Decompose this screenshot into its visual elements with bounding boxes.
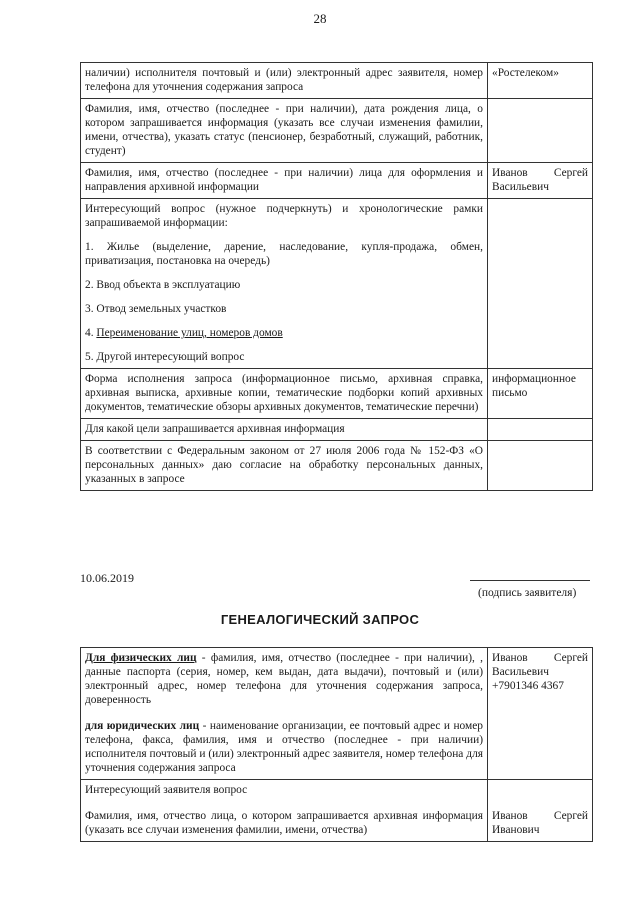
question-cell — [81, 199, 488, 369]
recipient-person-value: Иванов Сергей Васильевич — [488, 163, 593, 199]
subject-person-cell: Фамилия, имя, отчество (последнее - при наличии), дата рождения лица, о котором запрашивается информация (указать все случаи изменения фамилии, имени, отчества), указать статус (пенсионер, безработный, служащий, работник, студент) — [81, 99, 488, 163]
legal-entities-text: - наименование организации, ее почтовый адрес и номер телефона, факса, фамилия, имя и отчество (последнее - при наличии) исполнителя почтовый и (или) электронный адрес заявителя, номер телефона для уточнения содержания запроса — [85, 720, 483, 774]
genealogy-question-value — [488, 780, 593, 842]
table-row — [81, 63, 593, 99]
applicant-phone: +7901346 4367 — [492, 680, 564, 692]
section-title: ГЕНЕАЛОГИЧЕСКИЙ ЗАПРОС — [220, 612, 420, 627]
purpose-cell: Для какой цели запрашивается архивная информация — [81, 419, 488, 441]
question-value — [488, 199, 593, 369]
table-row — [81, 369, 593, 419]
question-intro: Интересующий вопрос (нужное подчеркнуть) и хронологические рамки запрашиваемой информации: — [85, 203, 483, 229]
purpose-value — [488, 419, 593, 441]
table-row — [81, 648, 593, 780]
physical-persons-label: Для физических лиц — [85, 652, 197, 664]
table-row — [81, 419, 593, 441]
genealogy-request-table — [80, 647, 593, 842]
applicant-info-cell — [81, 648, 488, 780]
recipient-person-cell: Фамилия, имя, отчество (последнее - при наличии) лица для оформления и направления архивной информации — [81, 163, 488, 199]
genealogy-question-title: Интересующий заявителя вопрос — [85, 784, 248, 796]
signature-line — [470, 580, 590, 581]
signature-caption: (подпись заявителя) — [478, 587, 577, 599]
subject-person-value — [488, 99, 593, 163]
contact-info-cell: наличии) исполнителя почтовый и (или) электронный адрес заявителя, номер телефона для уточнения содержания запроса — [81, 63, 488, 99]
table-row — [81, 99, 593, 163]
organization-value: «Ростелеком» — [488, 63, 593, 99]
execution-form-cell: Форма исполнения запроса (информационное письмо, архивная справка, архивная выписка, архивные копии, тематические подборки копий архивных документов, тематические обзоры архивных документов, тематические перечни) — [81, 369, 488, 419]
question-item-1: 1. Жилье (выделение, дарение, наследование, купля-продажа, обмен, приватизация, постановка на очередь) — [85, 241, 483, 267]
execution-form-value: информационное письмо — [488, 369, 593, 419]
consent-value — [488, 441, 593, 491]
genealogy-question-text: Фамилия, имя, отчество лица, о котором запрашивается архивная информация (указать все случаи изменения фамилии, имени, отчества) — [85, 810, 483, 836]
archive-request-table — [80, 62, 593, 491]
request-date: 10.06.2019 — [80, 571, 134, 585]
question-item-4-text: Переименование улиц, номеров домов — [96, 327, 283, 339]
table-row — [81, 441, 593, 491]
question-item-4-number: 4. — [85, 327, 97, 339]
legal-entities-label: для юридических лиц — [85, 720, 200, 732]
applicant-info-value — [488, 648, 593, 780]
table-row — [81, 199, 593, 369]
consent-cell: В соответствии с Федеральным законом от 27 июля 2006 года № 152-ФЗ «О персональных данных» даю согласие на обработку персональных данных, указанных в запросе — [81, 441, 488, 491]
genealogy-question-cell — [81, 780, 488, 842]
question-item-2: 2. Ввод объекта в эксплуатацию — [85, 279, 241, 291]
physical-persons-paragraph — [85, 651, 483, 707]
physical-persons-text: - фамилия, имя, отчество (последнее - при наличии), , данные паспорта (серия, номер, кем выдан, дата выдачи), почтовый и (или) электронный адрес, номер телефона для уточнения содержания запроса, доверенность — [85, 652, 483, 706]
genealogy-subject-name: Иванов Сергей Иванович — [492, 810, 588, 836]
table-row — [81, 163, 593, 199]
applicant-name: Иванов Сергей Васильевич — [492, 652, 588, 678]
question-item-3: 3. Отвод земельных участков — [85, 303, 227, 315]
legal-entities-paragraph — [85, 719, 483, 775]
question-item-4 — [85, 326, 483, 340]
question-item-5: 5. Другой интересующий вопрос — [85, 351, 245, 363]
table-row — [81, 780, 593, 842]
page-number: 28 — [313, 11, 327, 26]
